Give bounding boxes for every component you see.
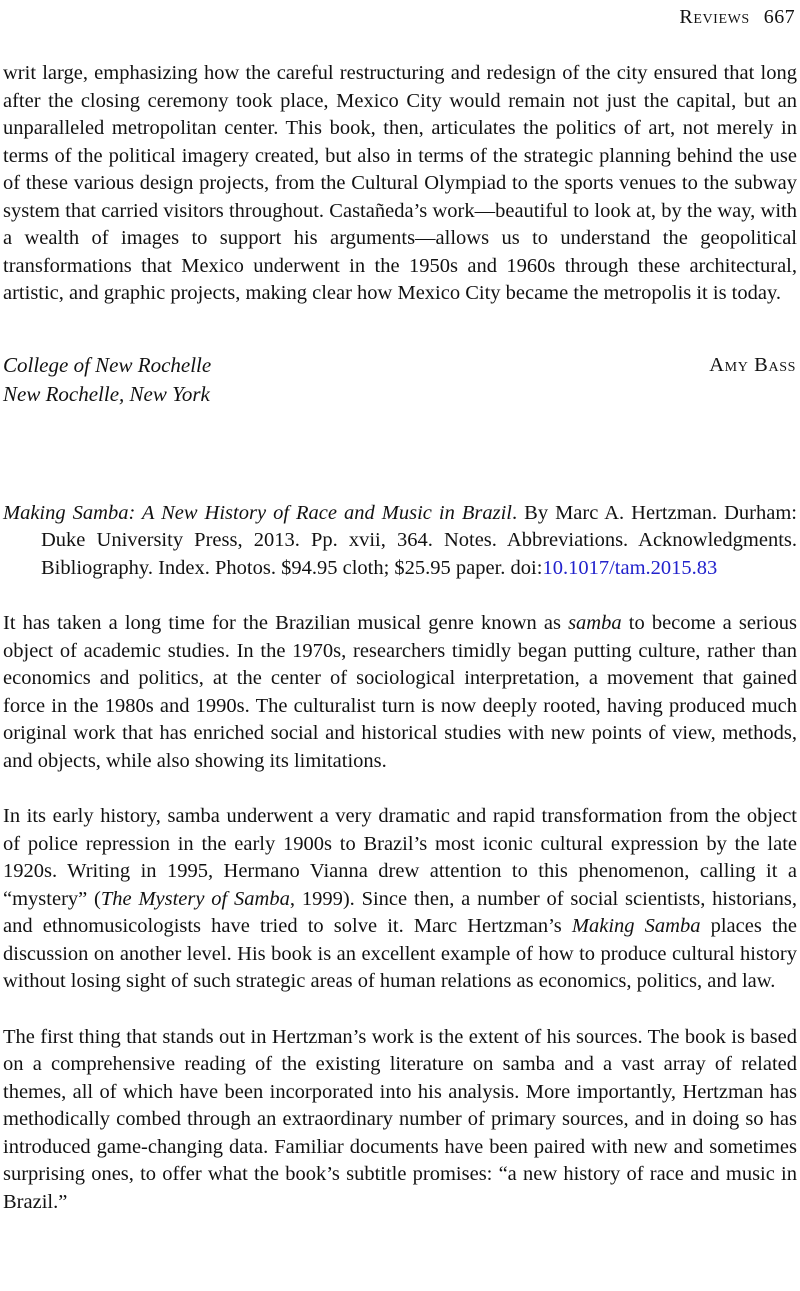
book-citation — [3, 500, 797, 583]
running-head-section-label: Reviews — [679, 6, 750, 28]
doi-link[interactable]: 10.1017/tam.2015.83 — [542, 556, 718, 579]
previous-review-final-paragraph: writ large, emphasizing how the careful restructuring and redesign of the city ensured that long after the closing ceremony took place, Mexico City would remain not just the capital, but an unparalleled metropolitan center. This book, then, articulates the politics of art, not merely in terms of the political imagery created, but also in terms of the strategic planning behind the use of these various design projects, from the Cultural Olympiad to the sports venues to the subway system that carried visitors throughout. Castañeda’s work—beautiful to look at, by the way, with a wealth of images to support his arguments—allows us to understand the geopolitical transformations that Mexico underwent in the 1950s and 1960s through these architectural, artistic, and graphic projects, making clear how Mexico City became the metropolis it is today. — [3, 62, 797, 304]
italic-title-mystery-of-samba: The Mystery of Samba — [100, 887, 290, 910]
samba-review-paragraph-2 — [3, 803, 797, 996]
reviewer-affiliation — [3, 351, 211, 409]
samba-review-paragraph-1 — [3, 610, 797, 775]
italic-term-samba: samba — [568, 612, 622, 634]
paragraph-text: to become a serious object of academic studies. In the 1970s, researchers timidly began putting culture, rather than economics and politics, at the center of sociological interpretation, a movement that gained force in the 1980s and 1990s. The culturalist turn is now deeply rooted, having produced much original work that has enriched social and historical studies with new points of view, methods, and objects, while also showing its limitations. — [3, 612, 797, 772]
affiliation-location: New Rochelle, New York — [3, 381, 210, 406]
citation-book-title: Making Samba: A New History of Race and Music in Brazil — [3, 501, 512, 524]
italic-title-making-samba: Making Samba — [571, 915, 701, 937]
reviewer-signature-block — [3, 351, 797, 409]
paragraph-text: It has taken a long time for the Brazilian musical genre known as — [3, 612, 569, 634]
reviewer-name: Amy Bass — [709, 353, 796, 376]
paragraph-text: places the discussion on another level. His book is an excellent example of how to produce cultural history without losing sight of such strategic areas of human relations as economics, politics, and law. — [3, 915, 797, 992]
citation-details: . By Marc A. Hertzman. Durham: Duke University Press, 2013. Pp. xvii, 364. Notes. Abbreviations. Acknowledgments. Bibliography. Index. Photos. $94.95 cloth; $25.95 paper. doi: — [41, 501, 798, 579]
paragraph-text: , 1999). Since then, a number of social scientists, historians, and ethnomusicologists have tried to solve it. Marc Hertzman’s — [3, 887, 797, 937]
affiliation-institution: College of New Rochelle — [3, 352, 212, 377]
running-head — [3, 5, 797, 29]
running-head-page-number: 667 — [763, 6, 795, 28]
samba-review-paragraph-3: The first thing that stands out in Hertzman’s work is the extent of his sources. The book is based on a comprehensive reading of the existing literature on samba and a vast array of related themes, all of which have been incorporated into his analysis. More importantly, Hertzman has methodically combed through an extraordinary number of primary sources, and in doing so has introduced game-changing data. Familiar documents have been paired with new and sometimes surprising ones, to offer what the book’s subtitle promises: “a new history of race and music in Brazil.” — [3, 1025, 797, 1213]
paragraph-text: In its early history, samba underwent a very dramatic and rapid transformation from the object of police repression in the early 1900s to Brazil’s most iconic cultural expression by the late 1920s. Writing in 1995, Hermano Vianna drew attention to this phenomenon, calling it a “mystery” ( — [3, 805, 797, 910]
